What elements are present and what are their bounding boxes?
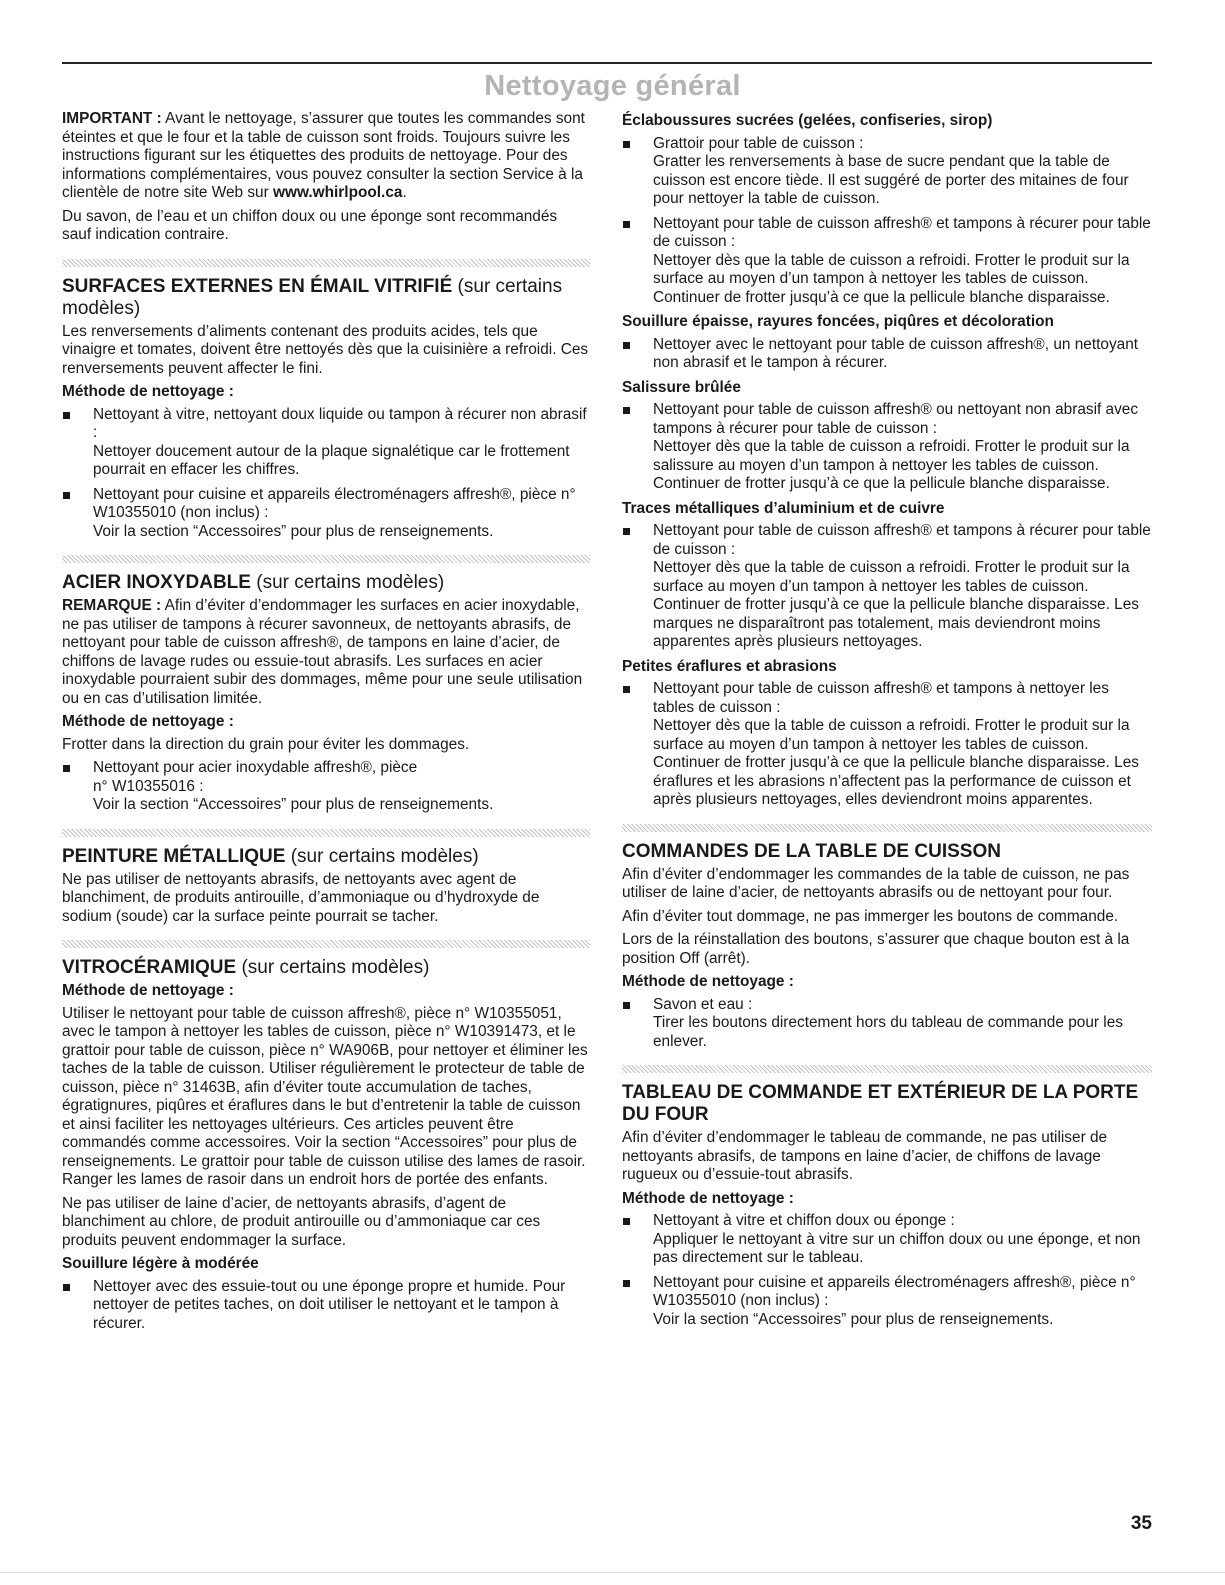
intro-important: IMPORTANT : Avant le nettoyage, s’assurer que toutes les commandes sont éteintes et que le four et la table de cuisson sont froids. Toujours suivre les instructions figurant sur les étiquettes des produits de nettoyage. Pour des informations complémentaires, vous pouvez consulter la section Service à la clientèle de notre site Web sur www.whirlpool.ca. — [62, 110, 585, 201]
section-divider — [622, 1065, 1152, 1073]
controls-method-heading: Méthode de nettoyage : — [622, 973, 794, 990]
heavy-list — [622, 336, 1152, 373]
page-number: 35 — [1130, 1513, 1152, 1534]
list-item: Nettoyant pour cuisine et appareils électroménagers affresh®, pièce n° W10355010 (non inclus) : Voir la section “Accessoires” pour plus de renseignements. — [62, 486, 590, 542]
intro-soap-text: Du savon, de l’eau et un chiffon doux ou une éponge sont recommandés sauf indication contraire. — [62, 207, 558, 243]
email-method-heading: Méthode de nettoyage : — [62, 383, 234, 400]
list-item: Grattoir pour table de cuisson : Gratter les renversements à base de sucre pendant que la table de cuisson est encore tiède. Il est suggéré de porter des mitaines de four pour nettoyer la table de cuisson. — [622, 135, 1152, 209]
inox-method-list — [62, 759, 590, 815]
left-column — [62, 110, 590, 1339]
list-item: Nettoyant pour acier inoxydable affresh®, pièce n° W10355016 : Voir la section “Accessoires” pour plus de renseignements. — [62, 759, 590, 815]
panel-text: Afin d’éviter d’endommager le tableau de commande, ne pas utiliser de nettoyants abrasifs, de tampons en laine d’acier, de chiffons de lavage rugueux ou d’essuie-tout abrasifs. — [622, 1129, 1108, 1183]
list-item: Nettoyant à vitre, nettoyant doux liquide ou tampon à récurer non abrasif : Nettoyer doucement autour de la plaque signalétique car le frottement pourrait en effacer les chiffres. — [62, 406, 590, 480]
heavy-heading: Souillure épaisse, rayures foncées, piqûres et décoloration — [622, 313, 1054, 330]
controls-text-1: Afin d’éviter d’endommager les commandes de la table de cuisson, ne pas utiliser de laine d’acier, de nettoyants abrasifs ou de nettoyant pour four. — [622, 865, 1130, 901]
list-item: Nettoyant pour table de cuisson affresh® et tampons à nettoyer les tables de cuisson : Nettoyer dès que la table de cuisson a refroidi. Frotter le produit sur la surface au moyen d’un tampon à nettoyer les tables de cuisson. Continuer de frotter jusqu’à ce que la pellicule blanche disparaisse. Les éraflures et les abrasions n’affectent pas la performance de cuisson et après plusieurs nettoyages, elles deviendront moins apparentes. — [622, 680, 1152, 810]
section-divider — [62, 555, 590, 563]
right-column — [622, 110, 1152, 1335]
email-method-list — [62, 406, 590, 542]
panel-method-list — [622, 1212, 1152, 1329]
list-item: Nettoyer avec le nettoyant pour table de cuisson affresh®, un nettoyant non abrasif et le tampon à récurer. — [622, 336, 1152, 373]
scratches-list — [622, 680, 1152, 810]
metal-text: Ne pas utiliser de nettoyants abrasifs, de nettoyants avec agent de blanchiment, de produits antirouille, d’ammoniaque ou d’hydroxyde de sodium (soude) car la surface peinte pourrait se tacher. — [62, 870, 540, 925]
bottom-rule — [0, 1572, 1225, 1573]
list-item: Nettoyer avec des essuie-tout ou une éponge propre et humide. Pour nettoyer de petites taches, on doit utiliser le nettoyant et le tampon à récurer. — [62, 1278, 590, 1334]
panel-method-heading: Méthode de nettoyage : — [622, 1189, 794, 1207]
list-item: Nettoyant pour cuisine et appareils électroménagers affresh®, pièce n° W10355010 (non inclus) : Voir la section “Accessoires” pour plus de renseignements. — [622, 1274, 1152, 1330]
inox-method-heading: Méthode de nettoyage : — [62, 713, 234, 730]
section-divider — [62, 940, 590, 948]
section-title-controls: COMMANDES DE LA TABLE DE CUISSON — [622, 840, 1001, 862]
burnt-heading: Salissure brûlée — [622, 378, 741, 396]
inox-text: Frotter dans la direction du grain pour éviter les dommages. — [62, 735, 470, 753]
section-divider — [62, 829, 590, 837]
vitro-light-list — [62, 1278, 590, 1334]
section-title-inox: ACIER INOXYDABLE (sur certains modèles) — [62, 572, 445, 593]
controls-text-3: Lors de la réinstallation des boutons, s’assurer que chaque bouton est à la position Off (arrêt). — [622, 931, 1130, 967]
section-title-email: SURFACES EXTERNES EN ÉMAIL VITRIFIÉ (sur certains modèles) — [62, 275, 563, 319]
controls-method-list — [622, 996, 1152, 1052]
sugar-heading: Éclaboussures sucrées (gelées, confiseries, sirop) — [622, 112, 993, 129]
inox-remark: REMARQUE : Afin d’éviter d’endommager les surfaces en acier inoxydable, ne pas utiliser de tampons à récurer savonneux, de nettoyants abrasifs, de nettoyant pour table de cuisson affresh®, de tampons en laine d’acier, de chiffons de lavage rudes ou essuie-tout abrasifs. Les surfaces en acier inoxydable pourraient subir des dommages, même pour une seule utilisation ou en cas d’utilisation limitée. — [62, 597, 583, 707]
vitro-text-1: Utiliser le nettoyant pour table de cuisson affresh®, pièce n° W10355051, avec le tampon à nettoyer les tables de cuisson, pièce n° W10391473, et le grattoir pour table de cuisson, pièce n° WA906B, pour nettoyer et éliminer les taches de la table de cuisson. Utiliser régulièrement le protecteur de table de cuisson, pièce n° 31463B, afin d’éviter toute accumulation de taches, égratignures, piqûres et éraflures dans le but d’entretenir la table de cuisson et ainsi faciliter les nettoyages ultérieurs. Ces articles peuvent être commandés comme accessoires. Voir la section “Accessoires” pour plus de renseignements. Le grattoir pour table de cuisson utilise des lames de rasoir. Ranger les lames de rasoir dans un endroit hors de portée des enfants. — [62, 1004, 588, 1188]
page-title: Nettoyage général — [484, 70, 741, 102]
section-divider — [622, 824, 1152, 832]
vitro-light-heading: Souillure légère à modérée — [62, 1255, 259, 1272]
metallic-heading: Traces métalliques d’aluminium et de cuivre — [622, 499, 945, 517]
metallic-list — [622, 522, 1152, 652]
email-text: Les renversements d’aliments contenant des produits acides, tels que vinaigre et tomates, doivent être nettoyés dès que la cuisinière a refroidi. Ces renversements peuvent affecter le fini. — [62, 322, 589, 377]
list-item: Nettoyant à vitre et chiffon doux ou éponge : Appliquer le nettoyant à vitre sur un chiffon doux ou une éponge, et non pas directement sur le tableau. — [622, 1212, 1152, 1268]
section-title-panel: TABLEAU DE COMMANDE ET EXTÉRIEUR DE LA PORTE DU FOUR — [622, 1082, 1139, 1125]
website-link[interactable]: www.whirlpool.ca — [273, 184, 403, 201]
controls-text-2: Afin d’éviter tout dommage, ne pas immerger les boutons de commande. — [622, 907, 1119, 925]
burnt-list — [622, 401, 1152, 494]
vitro-method-heading: Méthode de nettoyage : — [62, 982, 234, 999]
scratches-heading: Petites éraflures et abrasions — [622, 657, 837, 675]
section-divider — [62, 259, 590, 267]
list-item: Nettoyant pour table de cuisson affresh® ou nettoyant non abrasif avec tampons à récurer pour table de cuisson : Nettoyer dès que la table de cuisson a refroidi. Frotter le produit sur la salissure au moyen d’un tampon à nettoyer les tables de cuisson. Continuer de frotter jusqu’à ce que la pellicule blanche disparaisse. — [622, 401, 1152, 494]
top-rule — [62, 62, 1152, 64]
vitro-text-2: Ne pas utiliser de laine d’acier, de nettoyants abrasifs, d’agent de blanchiment au chlore, de produit antirouille ou d’ammoniaque car ces produits peuvent endommager la surface. — [62, 1194, 541, 1249]
section-title-vitro: VITROCÉRAMIQUE (sur certains modèles) — [62, 957, 430, 978]
sugar-list — [622, 135, 1152, 308]
section-title-metal: PEINTURE MÉTALLIQUE (sur certains modèles) — [62, 845, 479, 867]
list-item: Nettoyant pour table de cuisson affresh® et tampons à récurer pour table de cuisson : Nettoyer dès que la table de cuisson a refroidi. Frotter le produit sur la surface au moyen d’un tampon à nettoyer les tables de cuisson. Continuer de frotter jusqu’à ce que la pellicule blanche disparaisse. Les marques ne disparaîtront pas totalement, mais deviendront moins apparentes après plusieurs nettoyages. — [622, 522, 1152, 652]
list-item: Savon et eau : Tirer les boutons directement hors du tableau de commande pour les enlever. — [622, 996, 1152, 1052]
list-item: Nettoyant pour table de cuisson affresh® et tampons à récurer pour table de cuisson : Nettoyer dès que la table de cuisson a refroidi. Frotter le produit sur la surface au moyen d’un tampon à nettoyer les tables de cuisson. Continuer de frotter jusqu’à ce que la pellicule blanche disparaisse. — [622, 215, 1152, 308]
